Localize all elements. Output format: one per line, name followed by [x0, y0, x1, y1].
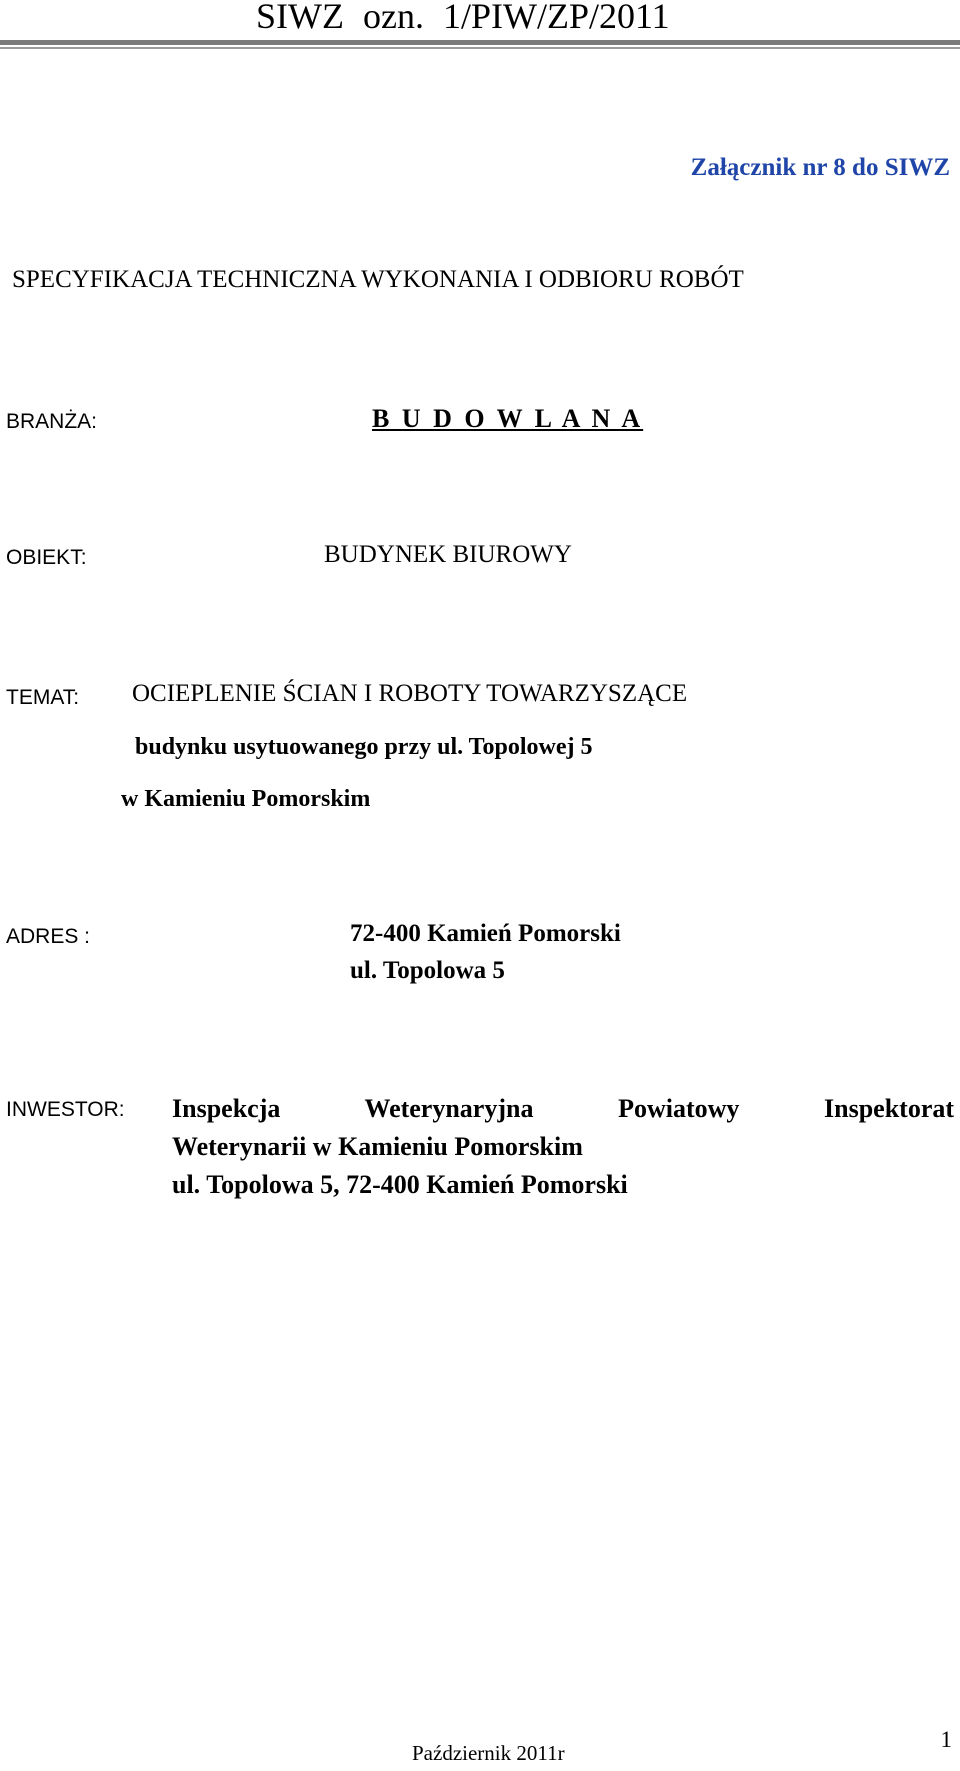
footer-date: Październik 2011r [412, 1741, 565, 1765]
document-title: SPECYFIKACJA TECHNICZNA WYKONANIA I ODBIORU ROBÓT [12, 266, 744, 293]
page-number: 1 [940, 1727, 952, 1752]
document-header: SIWZ ozn. 1/PIW/ZP/2011 [256, 0, 670, 36]
inwestor-word: Inspekcja [172, 1094, 281, 1123]
inwestor-line-2: Weterynarii w Kamieniu Pomorskim [172, 1132, 583, 1161]
attachment-label: Załącznik nr 8 do SIWZ [690, 154, 950, 181]
inwestor-value [172, 1090, 954, 1204]
header-rule-thick [0, 40, 960, 45]
inwestor-line-3: ul. Topolowa 5, 72-400 Kamień Pomorski [172, 1170, 628, 1199]
adres-label: ADRES : [6, 925, 91, 948]
temat-line-3: w Kamieniu Pomorskim [121, 786, 371, 812]
inwestor-word: Powiatowy [618, 1094, 740, 1123]
obiekt-label: OBIEKT: [6, 546, 87, 569]
adres-line-1: 72-400 Kamień Pomorski [350, 920, 621, 947]
temat-line-1: OCIEPLENIE ŚCIAN I ROBOTY TOWARZYSZĄCE [132, 680, 688, 707]
adres-line-2: ul. Topolowa 5 [350, 957, 505, 984]
temat-line-2: budynku usytuowanego przy ul. Topolowej 5 [135, 734, 593, 760]
header-rule-thin [0, 47, 960, 49]
obiekt-value: BUDYNEK BIUROWY [324, 541, 572, 568]
branza-value: B U D O W L A N A [372, 404, 644, 433]
inwestor-line-1 [172, 1090, 954, 1128]
inwestor-word: Inspektorat [824, 1094, 955, 1123]
inwestor-word: Weterynaryjna [364, 1094, 534, 1123]
inwestor-label: INWESTOR: [6, 1098, 125, 1121]
temat-label: TEMAT: [6, 686, 80, 709]
branza-label: BRANŻA: [6, 410, 98, 433]
